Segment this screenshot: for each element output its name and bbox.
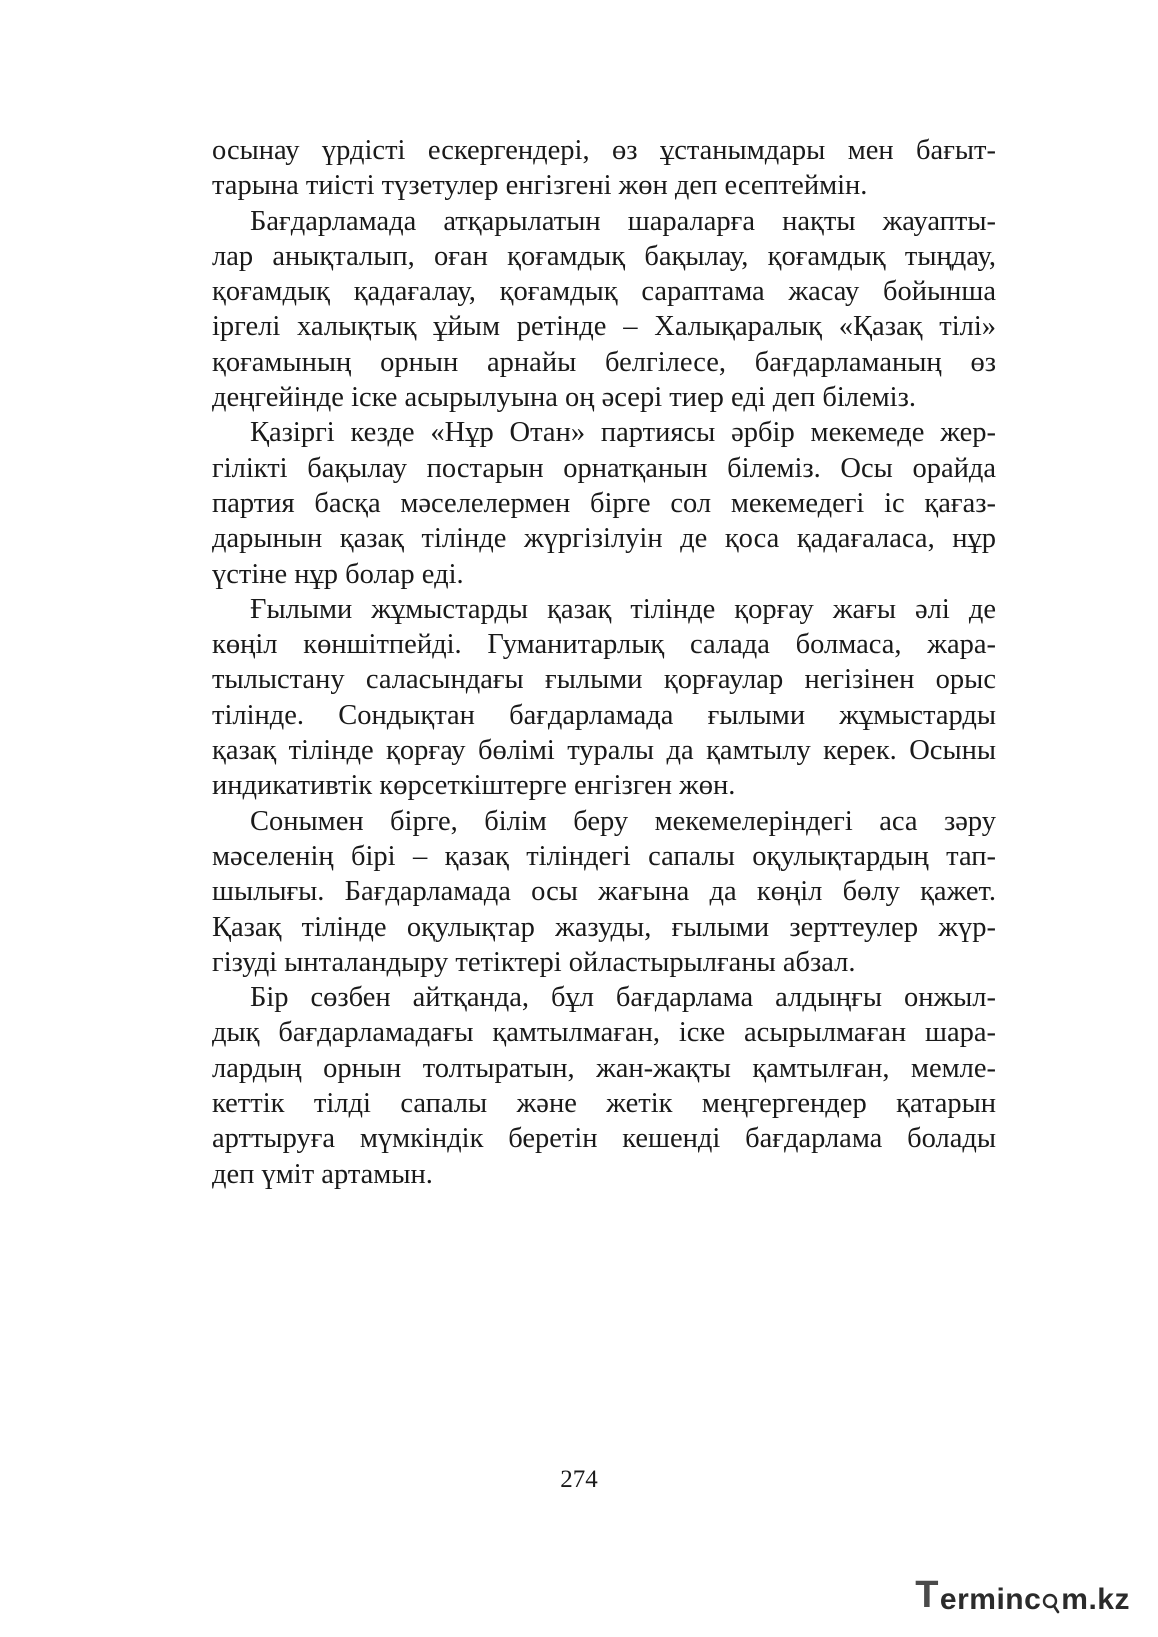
watermark-logo bbox=[915, 1574, 1130, 1617]
text-line: индикативтік көрсеткіштерге енгізген жөн. bbox=[212, 770, 736, 802]
text-line: іргелі халықтық ұйым ретінде – Халықаралық «Қазақ тілі» bbox=[212, 311, 996, 343]
text-line: партия басқа мәселелермен бірге сол мекемедегі іс қағаз- bbox=[212, 487, 996, 519]
text-line: Қазіргі кезде «Нұр Отан» партиясы әрбір мекемеде жер- bbox=[250, 417, 996, 449]
text-line: көңіл көншітпейді. Гуманитарлық салада болмаса, жара- bbox=[212, 629, 996, 661]
text-line: гілікті бақылау постарын орнатқанын білеміз. Осы орайда bbox=[212, 452, 996, 484]
text-line: Ғылыми жұмыстарды қазақ тілінде қорғау жағы әлі де bbox=[250, 593, 996, 625]
text-line: кеттік тілді сапалы және жетік меңгергендер қатарын bbox=[212, 1088, 996, 1120]
text-line: Қазақ тілінде оқулықтар жазуды, ғылыми зерттеулер жүр- bbox=[212, 911, 996, 943]
watermark-middle: erminc bbox=[939, 1583, 1042, 1616]
text-line: қоғамының орнын арнайы белгілесе, бағдарламаның өз bbox=[212, 346, 996, 378]
watermark-first-letter: T bbox=[915, 1574, 939, 1616]
text-line: Бір сөзбен айтқанда, бұл бағдарлама алдыңғы онжыл- bbox=[250, 982, 996, 1014]
text-line: гізуді ынталандыру тетіктері ойластырылғаны абзал. bbox=[212, 946, 856, 978]
page-body bbox=[212, 133, 996, 1192]
text-line: қоғамдық қадағалау, қоғамдық сараптама жасау бойынша bbox=[212, 276, 996, 308]
text-line: шылығы. Бағдарламада осы жағына да көңіл бөлу қажет. bbox=[212, 876, 996, 908]
paragraph bbox=[212, 804, 996, 980]
text-line: лар анықталып, оған қоғамдық бақылау, қоғамдық тыңдау, bbox=[212, 240, 996, 272]
paragraph bbox=[212, 133, 996, 204]
paragraph bbox=[212, 980, 996, 1192]
text-line: дарынын қазақ тілінде жүргізілуін де қоса қадағаласа, нұр bbox=[212, 523, 996, 555]
text-line: үстіне нұр болар еді. bbox=[212, 558, 464, 590]
text-line: қазақ тілінде қорғау бөлімі туралы да қамтылу керек. Осыны bbox=[212, 735, 996, 767]
text-line: деп үміт артамын. bbox=[212, 1158, 433, 1190]
text-line: дық бағдарламадағы қамтылмаған, іске асырылмаған шара- bbox=[212, 1017, 996, 1049]
text-line: Бағдарламада атқарылатын шараларға нақты жауапты- bbox=[250, 205, 996, 237]
text-line: лардың орнын толтыратын, жан-жақты қамтылған, мемле- bbox=[212, 1052, 996, 1084]
text-line: тарына тиісті түзетулер енгізгені жөн деп есептеймін. bbox=[212, 170, 868, 202]
text-line: мәселенің бірі – қазақ тіліндегі сапалы оқулықтардың тап- bbox=[212, 840, 996, 872]
magnifier-icon bbox=[1042, 1592, 1060, 1614]
page-number: 274 bbox=[560, 1466, 598, 1493]
text-line: арттыруға мүмкіндік беретін кешенді бағдарлама болады bbox=[212, 1123, 996, 1155]
text-line: тылыстану саласындағы ғылыми қорғаулар негізінен орыс bbox=[212, 664, 996, 696]
text-line: Сонымен бірге, білім беру мекемелеріндегі аса зәру bbox=[250, 805, 996, 837]
watermark-end: m.kz bbox=[1061, 1583, 1130, 1616]
paragraph bbox=[212, 204, 996, 416]
text-line: деңгейінде іске асырылуына оң әсері тиер еді деп білеміз. bbox=[212, 382, 916, 414]
paragraph bbox=[212, 592, 996, 804]
paragraph bbox=[212, 415, 996, 591]
text-line: осынау үрдісті ескергендері, өз ұстанымдары мен бағыт- bbox=[212, 135, 996, 166]
text-line: тілінде. Сондықтан бағдарламада ғылыми жұмыстарды bbox=[212, 699, 996, 731]
